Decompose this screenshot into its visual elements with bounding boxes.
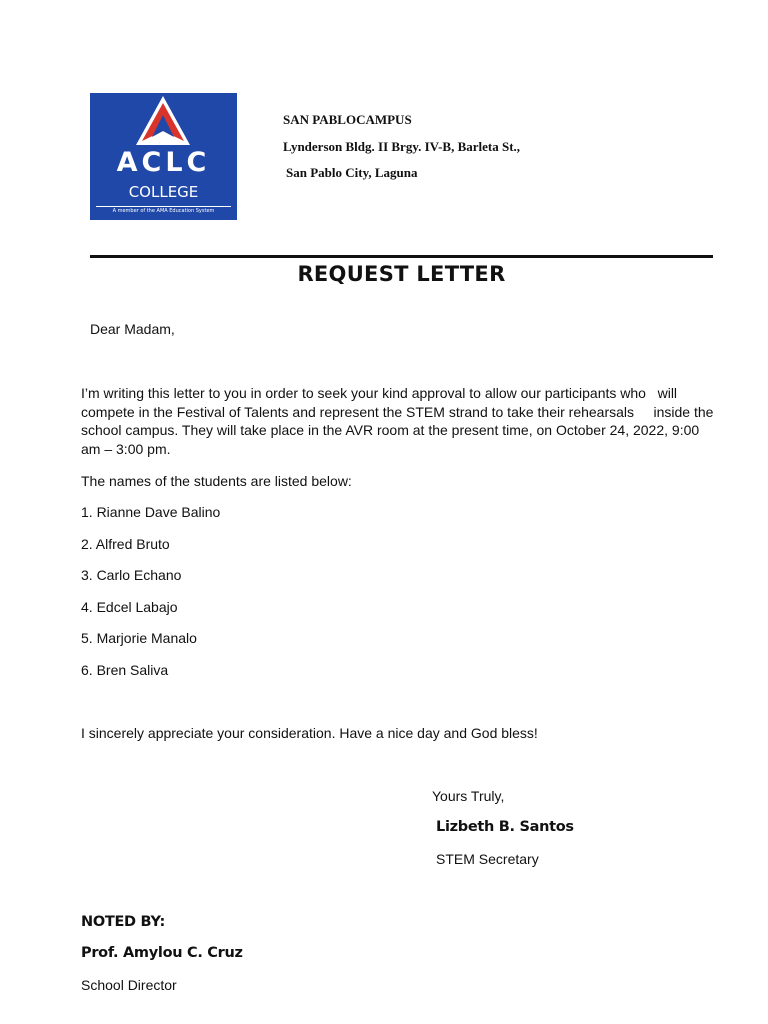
logo-tagline: A member of the AMA Education System bbox=[112, 208, 215, 214]
list-item: 4. Edcel Labajo bbox=[81, 599, 178, 615]
body-line: compete in the Festival of Talents and represent the STEM strand to take their rehearsals inside the bbox=[81, 403, 714, 420]
letter-title: REQUEST LETTER bbox=[297, 262, 506, 286]
header-divider bbox=[90, 255, 713, 258]
logo-name: ACLC bbox=[116, 147, 211, 178]
body-line: school campus. They will take place in the AVR room at the present time, on October 24, 2022, 9:00 bbox=[81, 422, 700, 438]
closing-text: I sincerely appreciate your consideration. Have a nice day and God bless! bbox=[81, 725, 538, 741]
list-item: 6. Bren Saliva bbox=[81, 662, 169, 678]
campus-name: SAN PABLOCAMPUS bbox=[283, 112, 412, 127]
aclc-college-logo bbox=[90, 93, 237, 220]
logo-divider bbox=[96, 206, 231, 207]
noted-by-label: NOTED BY: bbox=[81, 914, 165, 930]
salutation: Dear Madam, bbox=[90, 321, 175, 337]
signatory-position: STEM Secretary bbox=[436, 851, 539, 867]
body-line: I’m writing this letter to you in order to seek your kind approval to allow our participants who will bbox=[81, 385, 678, 401]
noted-by-position: School Director bbox=[81, 977, 177, 993]
signatory-name: Lizbeth B. Santos bbox=[436, 819, 574, 835]
logo-triangle-icon bbox=[90, 93, 237, 153]
body-paragraph bbox=[81, 384, 713, 458]
body-line: am – 3:00 pm. bbox=[81, 440, 171, 457]
logo-subtitle: COLLEGE bbox=[128, 183, 199, 201]
list-item: 1. Rianne Dave Balino bbox=[81, 504, 221, 520]
address-line-1: Lynderson Bldg. II Brgy. IV-B, Barleta St., bbox=[283, 139, 521, 154]
list-item: 3. Carlo Echano bbox=[81, 567, 182, 583]
list-item: 2. Alfred Bruto bbox=[81, 536, 170, 552]
address-line-2: San Pablo City, Laguna bbox=[286, 165, 418, 180]
closing-salutation: Yours Truly, bbox=[432, 788, 505, 804]
list-intro: The names of the students are listed below: bbox=[81, 473, 352, 489]
list-item: 5. Marjorie Manalo bbox=[81, 630, 197, 646]
noted-by-name: Prof. Amylou C. Cruz bbox=[81, 945, 243, 961]
